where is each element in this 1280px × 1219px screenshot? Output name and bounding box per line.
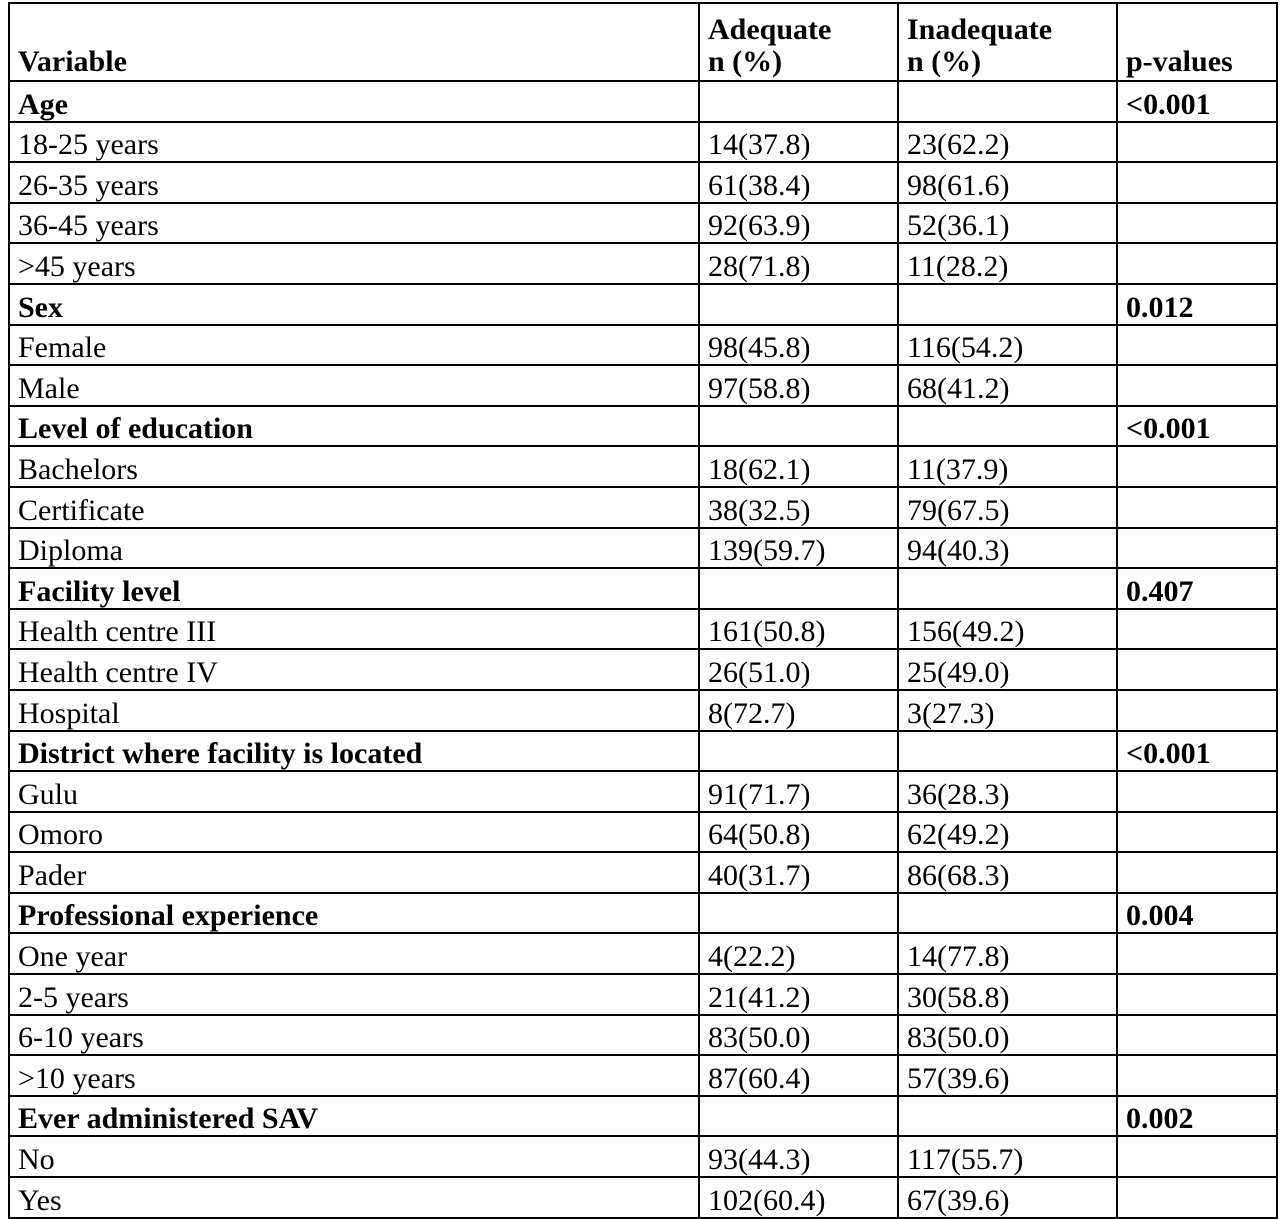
inadequate-cell: 30(58.8): [898, 974, 1117, 1015]
pvalue-cell: [1117, 203, 1277, 244]
header-pvalues-label: p-values: [1126, 45, 1233, 78]
adequate-cell: 87(60.4): [699, 1055, 898, 1096]
inadequate-cell: 25(49.0): [898, 649, 1117, 690]
table-row: [9, 812, 1277, 853]
pvalue-cell: [1117, 325, 1277, 366]
adequate-cell: [699, 893, 898, 934]
variable-cell: Hospital: [9, 690, 699, 731]
inadequate-cell: [898, 406, 1117, 447]
pvalue-cell: 0.002: [1117, 1096, 1277, 1137]
pvalue-cell: 0.004: [1117, 893, 1277, 934]
table-row: [9, 1055, 1277, 1096]
adequate-cell: [699, 731, 898, 772]
pvalue-cell: [1117, 162, 1277, 203]
adequate-cell: [699, 568, 898, 609]
variable-cell: Bachelors: [9, 446, 699, 487]
variable-cell: Omoro: [9, 812, 699, 853]
variable-cell: Pader: [9, 852, 699, 893]
inadequate-cell: 98(61.6): [898, 162, 1117, 203]
adequate-cell: 26(51.0): [699, 649, 898, 690]
pvalue-cell: [1117, 1177, 1277, 1218]
header-adequate: [699, 3, 898, 81]
variable-cell: Age: [9, 81, 699, 122]
table-row: [9, 852, 1277, 893]
table-row: [9, 974, 1277, 1015]
pvalue-cell: [1117, 528, 1277, 569]
variable-cell: 2-5 years: [9, 974, 699, 1015]
table-row: [9, 690, 1277, 731]
pvalue-cell: [1117, 609, 1277, 650]
adequate-cell: 97(58.8): [699, 365, 898, 406]
inadequate-cell: 14(77.8): [898, 933, 1117, 974]
variable-cell: Health centre IV: [9, 649, 699, 690]
adequate-cell: [699, 1096, 898, 1137]
table-group-row: [9, 406, 1277, 447]
inadequate-cell: 117(55.7): [898, 1136, 1117, 1177]
table-row: [9, 487, 1277, 528]
pvalue-cell: <0.001: [1117, 406, 1277, 447]
adequate-cell: 92(63.9): [699, 203, 898, 244]
pvalue-cell: [1117, 771, 1277, 812]
adequate-cell: 18(62.1): [699, 446, 898, 487]
inadequate-cell: 68(41.2): [898, 365, 1117, 406]
table-row: [9, 1136, 1277, 1177]
variable-cell: >45 years: [9, 243, 699, 284]
variable-cell: Health centre III: [9, 609, 699, 650]
inadequate-cell: 156(49.2): [898, 609, 1117, 650]
table-body: [9, 81, 1277, 1218]
table-row: [9, 365, 1277, 406]
header-adequate-line2: n (%): [708, 45, 783, 78]
variable-cell: Yes: [9, 1177, 699, 1218]
adequate-cell: 40(31.7): [699, 852, 898, 893]
variable-cell: Female: [9, 325, 699, 366]
inadequate-cell: 62(49.2): [898, 812, 1117, 853]
table-row: [9, 203, 1277, 244]
inadequate-cell: [898, 284, 1117, 325]
adequate-cell: 91(71.7): [699, 771, 898, 812]
pvalue-cell: [1117, 243, 1277, 284]
inadequate-cell: 36(28.3): [898, 771, 1117, 812]
variable-cell: No: [9, 1136, 699, 1177]
variable-cell: Facility level: [9, 568, 699, 609]
adequate-cell: 93(44.3): [699, 1136, 898, 1177]
inadequate-cell: 116(54.2): [898, 325, 1117, 366]
table-row: [9, 325, 1277, 366]
variable-cell: One year: [9, 933, 699, 974]
inadequate-cell: 11(28.2): [898, 243, 1117, 284]
header-adequate-line1: Adequate: [708, 13, 832, 46]
adequate-cell: 14(37.8): [699, 122, 898, 163]
pvalue-cell: [1117, 122, 1277, 163]
pvalue-cell: [1117, 649, 1277, 690]
table-row: [9, 609, 1277, 650]
inadequate-cell: 23(62.2): [898, 122, 1117, 163]
header-inadequate-line2: n (%): [907, 45, 982, 78]
variable-cell: Gulu: [9, 771, 699, 812]
pvalue-cell: [1117, 1015, 1277, 1056]
adequate-cell: [699, 406, 898, 447]
table-group-row: [9, 568, 1277, 609]
inadequate-cell: 94(40.3): [898, 528, 1117, 569]
inadequate-cell: 67(39.6): [898, 1177, 1117, 1218]
inadequate-cell: [898, 893, 1117, 934]
pvalue-cell: [1117, 933, 1277, 974]
table-group-row: [9, 1096, 1277, 1137]
adequate-cell: 64(50.8): [699, 812, 898, 853]
variable-cell: District where facility is located: [9, 731, 699, 772]
variable-cell: Level of education: [9, 406, 699, 447]
table-row: [9, 243, 1277, 284]
table-group-row: [9, 81, 1277, 122]
table-row: [9, 1177, 1277, 1218]
variable-cell: Diploma: [9, 528, 699, 569]
adequate-cell: [699, 284, 898, 325]
inadequate-cell: 83(50.0): [898, 1015, 1117, 1056]
variable-cell: Male: [9, 365, 699, 406]
adequate-cell: 28(71.8): [699, 243, 898, 284]
pvalue-cell: [1117, 1055, 1277, 1096]
pvalue-cell: <0.001: [1117, 731, 1277, 772]
results-table: [8, 2, 1278, 1219]
inadequate-cell: 86(68.3): [898, 852, 1117, 893]
table-group-row: [9, 893, 1277, 934]
inadequate-cell: [898, 731, 1117, 772]
table-row: [9, 771, 1277, 812]
inadequate-cell: [898, 81, 1117, 122]
variable-cell: 18-25 years: [9, 122, 699, 163]
adequate-cell: 4(22.2): [699, 933, 898, 974]
header-inadequate: [898, 3, 1117, 81]
pvalue-cell: [1117, 974, 1277, 1015]
inadequate-cell: 11(37.9): [898, 446, 1117, 487]
variable-cell: 36-45 years: [9, 203, 699, 244]
variable-cell: Ever administered SAV: [9, 1096, 699, 1137]
pvalue-cell: <0.001: [1117, 81, 1277, 122]
table-row: [9, 649, 1277, 690]
variable-cell: Sex: [9, 284, 699, 325]
adequate-cell: 161(50.8): [699, 609, 898, 650]
variable-cell: Professional experience: [9, 893, 699, 934]
table-row: [9, 446, 1277, 487]
table-group-row: [9, 284, 1277, 325]
pvalue-cell: 0.012: [1117, 284, 1277, 325]
variable-cell: 26-35 years: [9, 162, 699, 203]
table-row: [9, 933, 1277, 974]
pvalue-cell: [1117, 365, 1277, 406]
inadequate-cell: 3(27.3): [898, 690, 1117, 731]
table-row: [9, 162, 1277, 203]
inadequate-cell: 79(67.5): [898, 487, 1117, 528]
inadequate-cell: 52(36.1): [898, 203, 1117, 244]
pvalue-cell: 0.407: [1117, 568, 1277, 609]
table-row: [9, 122, 1277, 163]
header-pvalues: [1117, 3, 1277, 81]
adequate-cell: 98(45.8): [699, 325, 898, 366]
pvalue-cell: [1117, 690, 1277, 731]
header-variable: [9, 3, 699, 81]
inadequate-cell: [898, 1096, 1117, 1137]
header-variable-label: Variable: [18, 45, 127, 78]
inadequate-cell: 57(39.6): [898, 1055, 1117, 1096]
adequate-cell: 139(59.7): [699, 528, 898, 569]
adequate-cell: 8(72.7): [699, 690, 898, 731]
variable-cell: 6-10 years: [9, 1015, 699, 1056]
pvalue-cell: [1117, 852, 1277, 893]
table-row: [9, 1015, 1277, 1056]
adequate-cell: 38(32.5): [699, 487, 898, 528]
adequate-cell: 61(38.4): [699, 162, 898, 203]
pvalue-cell: [1117, 487, 1277, 528]
pvalue-cell: [1117, 812, 1277, 853]
inadequate-cell: [898, 568, 1117, 609]
variable-cell: Certificate: [9, 487, 699, 528]
table-group-row: [9, 731, 1277, 772]
adequate-cell: 83(50.0): [699, 1015, 898, 1056]
pvalue-cell: [1117, 446, 1277, 487]
adequate-cell: [699, 81, 898, 122]
adequate-cell: 102(60.4): [699, 1177, 898, 1218]
pvalue-cell: [1117, 1136, 1277, 1177]
table-header-row: [9, 3, 1277, 81]
header-inadequate-line1: Inadequate: [907, 13, 1053, 46]
table-row: [9, 528, 1277, 569]
variable-cell: >10 years: [9, 1055, 699, 1096]
adequate-cell: 21(41.2): [699, 974, 898, 1015]
